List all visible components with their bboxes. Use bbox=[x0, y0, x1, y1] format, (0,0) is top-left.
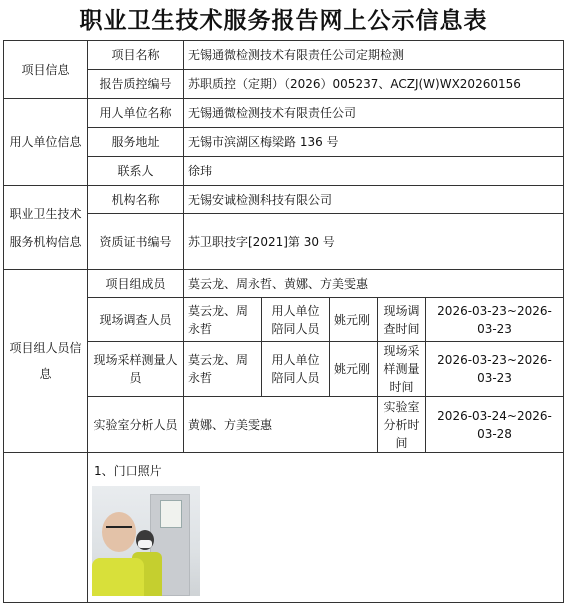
photo-section bbox=[88, 453, 564, 603]
sampling-staff-label: 现场采样测量人员 bbox=[88, 342, 184, 397]
lab-time-value: 2026-03-24~2026-03-28 bbox=[426, 397, 564, 453]
employer-section-label: 用人单位信息 bbox=[4, 99, 88, 186]
lab-staff-label: 实验室分析人员 bbox=[88, 397, 184, 453]
staff-section-label: 项目组人员信息 bbox=[4, 270, 88, 453]
agency-name-label: 机构名称 bbox=[88, 186, 184, 214]
survey-staff-label: 现场调查人员 bbox=[88, 298, 184, 342]
sampling-escort-label: 用人单位陪同人员 bbox=[262, 342, 330, 397]
project-name-value: 无锡通微检测技术有限责任公司定期检测 bbox=[184, 41, 564, 70]
contact-value: 徐玮 bbox=[184, 157, 564, 186]
survey-escort-value: 姚元刚 bbox=[330, 298, 378, 342]
report-no-value: 苏职质控（定期）（2026）005237、ACZJ(W)WX20260156 bbox=[184, 70, 564, 99]
employer-name-value: 无锡通微检测技术有限责任公司 bbox=[184, 99, 564, 128]
survey-staff-value: 莫云龙、周永哲 bbox=[184, 298, 262, 342]
project-info-section-label: 项目信息 bbox=[4, 41, 88, 99]
service-address-value: 无锡市滨湖区梅梁路 136 号 bbox=[184, 128, 564, 157]
photo-inspector-vest bbox=[92, 558, 144, 596]
page-title: 职业卫生技术服务报告网上公示信息表 bbox=[79, 7, 488, 34]
lab-staff-value: 黄娜、方美雯惠 bbox=[184, 397, 378, 453]
survey-time-label: 现场调查时间 bbox=[378, 298, 426, 342]
entrance-photo bbox=[92, 486, 200, 596]
photo-person-mask bbox=[138, 540, 152, 548]
lab-time-label: 实验室分析时间 bbox=[378, 397, 426, 453]
contact-label: 联系人 bbox=[88, 157, 184, 186]
agency-name-value: 无锡安诚检测科技有限公司 bbox=[184, 186, 564, 214]
survey-escort-label: 用人单位陪同人员 bbox=[262, 298, 330, 342]
members-label: 项目组成员 bbox=[88, 270, 184, 298]
survey-time-value: 2026-03-23~2026-03-23 bbox=[426, 298, 564, 342]
sampling-time-label: 现场采样测量时间 bbox=[378, 342, 426, 397]
sampling-staff-value: 莫云龙、周永哲 bbox=[184, 342, 262, 397]
agency-section-label: 职业卫生技术服务机构信息 bbox=[4, 186, 88, 270]
report-no-label: 报告质控编号 bbox=[88, 70, 184, 99]
cert-no-label: 资质证书编号 bbox=[88, 214, 184, 270]
photo-section-blank bbox=[4, 453, 88, 603]
info-table bbox=[3, 40, 564, 603]
project-name-label: 项目名称 bbox=[88, 41, 184, 70]
photo-inspector-glasses bbox=[106, 526, 132, 534]
sampling-escort-value: 姚元刚 bbox=[330, 342, 378, 397]
sampling-time-value: 2026-03-23~2026-03-23 bbox=[426, 342, 564, 397]
employer-name-label: 用人单位名称 bbox=[88, 99, 184, 128]
service-address-label: 服务地址 bbox=[88, 128, 184, 157]
cert-no-value: 苏卫职技字[2021]第 30 号 bbox=[184, 214, 564, 270]
entrance-photo-label: 1、门口照片 bbox=[94, 463, 162, 478]
photo-poster bbox=[160, 500, 182, 528]
members-value: 莫云龙、周永哲、黄娜、方美雯惠 bbox=[184, 270, 564, 298]
